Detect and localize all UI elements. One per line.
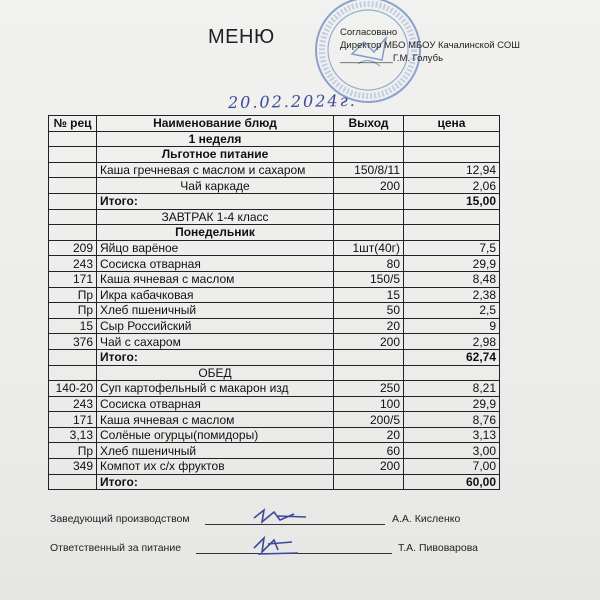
table-row	[49, 240, 500, 256]
total-row	[49, 349, 500, 365]
section-title: Понедельник	[97, 225, 334, 241]
portion-size: 80	[334, 256, 404, 272]
price-cell	[404, 147, 500, 163]
dish-name: Солёные огурцы(помидоры)	[97, 427, 334, 443]
section-row	[49, 225, 500, 241]
portion-size: 15	[334, 287, 404, 303]
header-portion: Выход	[334, 116, 404, 132]
portion-cell	[334, 147, 404, 163]
menu-table-body	[49, 131, 500, 490]
approval-line: Директор МБО МБОУ Качалинской СОШ	[340, 40, 520, 51]
table-row	[49, 178, 500, 194]
section-title: 1 неделя	[97, 131, 334, 147]
section-row	[49, 365, 500, 381]
price: 9	[404, 318, 500, 334]
table-row	[49, 271, 500, 287]
portion-size: 250	[334, 381, 404, 397]
portion-size: 200	[334, 334, 404, 350]
price: 3,00	[404, 443, 500, 459]
portion-size: 200	[334, 459, 404, 475]
portion-size: 150/5	[334, 271, 404, 287]
approval-block	[340, 26, 520, 65]
portion-cell	[334, 365, 404, 381]
table-row	[49, 381, 500, 397]
recipe-number: Пр	[49, 287, 97, 303]
recipe-number: Пр	[49, 443, 97, 459]
dish-name: Яйцо варёное	[97, 240, 334, 256]
dish-name: Хлеб пшеничный	[97, 443, 334, 459]
portion-cell	[334, 474, 404, 490]
price: 2,38	[404, 287, 500, 303]
table-row	[49, 287, 500, 303]
section-title: Льготное питание	[97, 147, 334, 163]
manager-signature	[250, 504, 310, 528]
dish-name: Сосиска отварная	[97, 256, 334, 272]
manager-label: Заведующий производством	[50, 513, 190, 525]
recipe-cell	[49, 131, 97, 147]
price: 2,98	[404, 334, 500, 350]
total-row	[49, 193, 500, 209]
recipe-cell	[49, 147, 97, 163]
total-label: Итого:	[97, 193, 334, 209]
table-row	[49, 162, 500, 178]
recipe-cell	[49, 225, 97, 241]
section-row	[49, 131, 500, 147]
manager-name: А.А. Кисленко	[392, 513, 461, 525]
price: 8,21	[404, 381, 500, 397]
table-row	[49, 303, 500, 319]
table-row	[49, 396, 500, 412]
price-cell	[404, 225, 500, 241]
recipe-number: 15	[49, 318, 97, 334]
dish-name: Суп картофельный с макарон изд	[97, 381, 334, 397]
portion-cell	[334, 209, 404, 225]
table-row	[49, 459, 500, 475]
recipe-number: 171	[49, 412, 97, 428]
section-row	[49, 209, 500, 225]
price: 12,94	[404, 162, 500, 178]
price: 7,00	[404, 459, 500, 475]
approval-line: Согласовано	[340, 27, 398, 38]
price: 7,5	[404, 240, 500, 256]
portion-cell	[334, 225, 404, 241]
header-recipe-number: № рец	[49, 116, 97, 132]
price-cell	[404, 209, 500, 225]
portion-cell	[334, 131, 404, 147]
price-cell	[404, 131, 500, 147]
portion-size: 200/5	[334, 412, 404, 428]
portion-size: 150/8/11	[334, 162, 404, 178]
price: 2,5	[404, 303, 500, 319]
dish-name: Сыр Российский	[97, 318, 334, 334]
responsible-signature	[248, 532, 308, 558]
total-price: 60,00	[404, 474, 500, 490]
handwritten-date: 20.02.2024г.	[227, 90, 357, 113]
dish-name: Сосиска отварная	[97, 396, 334, 412]
total-label: Итого:	[97, 474, 334, 490]
recipe-cell	[49, 365, 97, 381]
dish-name: Каша гречневая с маслом и сахаром	[97, 162, 334, 178]
header-dish-name: Наименование блюд	[97, 116, 334, 132]
section-title: ЗАВТРАК 1-4 класс	[97, 209, 334, 225]
recipe-number: 243	[49, 256, 97, 272]
responsible-name: Т.А. Пивоварова	[398, 542, 478, 554]
recipe-number: 243	[49, 396, 97, 412]
total-label: Итого:	[97, 349, 334, 365]
recipe-number: Пр	[49, 303, 97, 319]
table-row	[49, 256, 500, 272]
total-price: 62,74	[404, 349, 500, 365]
portion-size: 20	[334, 427, 404, 443]
total-price: 15,00	[404, 193, 500, 209]
price: 2,06	[404, 178, 500, 194]
portion-cell	[334, 349, 404, 365]
dish-name: Чай каркаде	[97, 178, 334, 194]
dish-name: Каша ячневая с маслом	[97, 271, 334, 287]
section-row	[49, 147, 500, 163]
table-row	[49, 427, 500, 443]
table-row	[49, 318, 500, 334]
price: 8,48	[404, 271, 500, 287]
price-cell	[404, 365, 500, 381]
portion-size: 20	[334, 318, 404, 334]
portion-size: 200	[334, 178, 404, 194]
header-price: цена	[404, 116, 500, 132]
recipe-cell	[49, 474, 97, 490]
menu-table	[48, 115, 500, 490]
portion-size: 100	[334, 396, 404, 412]
price: 29,9	[404, 256, 500, 272]
recipe-cell	[49, 193, 97, 209]
page-title: МЕНЮ	[208, 26, 275, 48]
dish-name: Каша ячневая с маслом	[97, 412, 334, 428]
table-row	[49, 412, 500, 428]
recipe-cell	[49, 349, 97, 365]
approval-line: __________Г.М. Голубь	[340, 53, 444, 64]
recipe-number	[49, 162, 97, 178]
portion-size: 50	[334, 303, 404, 319]
recipe-number: 171	[49, 271, 97, 287]
portion-cell	[334, 193, 404, 209]
price: 3,13	[404, 427, 500, 443]
responsible-label: Ответственный за питание	[50, 542, 182, 554]
portion-size: 60	[334, 443, 404, 459]
recipe-number: 349	[49, 459, 97, 475]
portion-size: 1шт(40г)	[334, 240, 404, 256]
dish-name: Хлеб пшеничный	[97, 303, 334, 319]
table-header-row	[49, 116, 500, 132]
dish-name: Икра кабачковая	[97, 287, 334, 303]
recipe-cell	[49, 209, 97, 225]
table-row	[49, 334, 500, 350]
price: 8,76	[404, 412, 500, 428]
dish-name: Чай с сахаром	[97, 334, 334, 350]
recipe-number: 376	[49, 334, 97, 350]
section-title: ОБЕД	[97, 365, 334, 381]
price: 29,9	[404, 396, 500, 412]
recipe-number: 140-20	[49, 381, 97, 397]
recipe-number	[49, 178, 97, 194]
recipe-number: 3,13	[49, 427, 97, 443]
dish-name: Компот их с/х фруктов	[97, 459, 334, 475]
recipe-number: 209	[49, 240, 97, 256]
table-row	[49, 443, 500, 459]
total-row	[49, 474, 500, 490]
